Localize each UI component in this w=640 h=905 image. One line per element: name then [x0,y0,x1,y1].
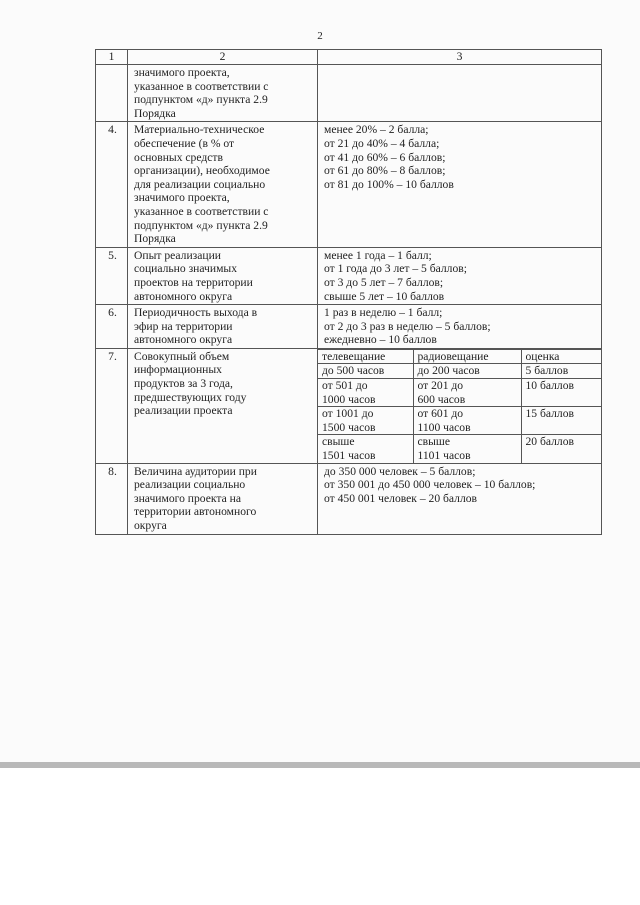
volume-header-cell: оценка [521,349,602,364]
criterion-cell [128,65,318,122]
criteria-table-body [96,50,602,535]
volume-row [318,407,602,435]
text-line: Величина аудитории при [134,464,257,478]
scores-cell [318,463,602,534]
criterion-cell [128,463,318,534]
text-line: проектов на территории [134,275,253,289]
text-line: указанное в соответствии с [134,204,269,218]
text-line: подпунктом «д» пункта 2.9 [134,218,268,232]
row-number: 4. [96,122,128,247]
score-cell: 10 баллов [521,379,602,407]
text-line: Порядка [134,232,176,246]
volume-header-cell: телевещание [318,349,413,364]
text-line: от 350 001 до 450 000 человек – 10 баллов; [324,478,536,492]
text-line: 1 раз в неделю – 1 балл; [324,306,443,320]
table-row [96,65,602,122]
text-line: Опыт реализации [134,248,221,262]
text-line: автономного округа [134,333,233,347]
volume-row [318,435,602,463]
text-line: от 601 до [417,407,464,421]
table-row [96,122,602,247]
table-row [96,247,602,304]
table-row [96,348,602,463]
criterion-cell [128,247,318,304]
text-line: реализации социально [134,478,246,492]
text-line: до 500 часов [322,364,385,378]
tv-cell [318,364,413,379]
text-line: подпунктом «д» пункта 2.9 [134,93,268,107]
row-number: 8. [96,463,128,534]
volume-header-cell: радиовещание [413,349,521,364]
table-row [96,463,602,534]
page-number: 2 [317,30,323,42]
volume-table [318,349,602,463]
text-line: 1100 часов [417,420,471,434]
text-line: 600 часов [417,392,466,406]
text-line: от 2 до 3 раз в неделю – 5 баллов; [324,319,491,333]
text-line: Порядка [134,106,176,120]
text-line: Периодичность выхода в [134,306,258,320]
text-line: ежедневно – 10 баллов [324,333,437,347]
text-line: для реализации социально [134,177,266,191]
text-line: менее 1 года – 1 балл; [324,248,432,262]
text-line: указанное в соответствии с [134,79,269,93]
scores-cell [318,122,602,247]
text-line: свыше [322,435,355,449]
text-line: до 350 000 человек – 5 баллов; [324,464,476,478]
tv-cell [318,379,413,407]
scan-edge [0,762,640,768]
radio-cell [413,435,521,463]
text-line: 1000 часов [322,392,376,406]
text-line: менее 20% – 2 балла; [324,123,429,137]
volume-row [318,364,602,379]
text-line: эфир на территории [134,319,233,333]
score-cell: 5 баллов [521,364,602,379]
text-line: территории автономного [134,505,257,519]
criterion-cell [128,305,318,349]
text-line: продуктов за 3 года, [134,377,233,391]
scores-cell [318,247,602,304]
text-line: 1501 часов [322,449,376,463]
row-number: 5. [96,247,128,304]
text-line: информационных [134,363,222,377]
score-cell: 20 баллов [521,435,602,463]
text-line: от 501 до [322,379,368,393]
text-line: значимого проекта, [134,66,230,79]
text-line: значимого проекта на [134,491,241,505]
text-line: от 1001 до [322,407,374,421]
radio-cell [413,407,521,435]
text-line: от 201 до [417,379,464,393]
text-line: Материально-техническое [134,123,265,137]
row-number: 6. [96,305,128,349]
header-cell: 3 [318,50,602,65]
table-header-row [96,50,602,65]
text-line: 1500 часов [322,420,376,434]
criteria-table [95,49,602,535]
scores-cell [318,65,602,122]
criterion-cell [128,348,318,463]
volume-header-row [318,349,602,364]
row-number [96,65,128,122]
radio-cell [413,379,521,407]
text-line: от 450 001 человек – 20 баллов [324,491,478,505]
text-line: от 81 до 100% – 10 баллов [324,177,454,191]
text-line: автономного округа [134,289,233,303]
text-line: предшествующих году [134,390,247,404]
text-line: от 41 до 60% – 6 баллов; [324,150,446,164]
radio-cell [413,364,521,379]
text-line: 1101 часов [417,449,471,463]
header-cell: 1 [96,50,128,65]
text-line: организации), необходимое [134,164,270,178]
scores-cell [318,348,602,463]
row-number: 7. [96,348,128,463]
text-line: от 61 до 80% – 8 баллов; [324,164,446,178]
score-cell: 15 баллов [521,407,602,435]
text-line: от 1 года до 3 лет – 5 баллов; [324,262,467,276]
text-line: Совокупный объем [134,349,230,363]
scores-cell [318,305,602,349]
text-line: до 200 часов [417,364,480,378]
text-line: обеспечение (в % от [134,136,235,150]
text-line: от 21 до 40% – 4 балла; [324,136,440,150]
volume-row [318,379,602,407]
tv-cell [318,435,413,463]
text-line: свыше [417,435,450,449]
text-line: округа [134,519,167,532]
text-line: основных средств [134,150,223,164]
text-line: значимого проекта, [134,191,230,205]
text-line: реализации проекта [134,404,233,418]
header-cell: 2 [128,50,318,65]
tv-cell [318,407,413,435]
text-line: социально значимых [134,262,237,276]
text-line: свыше 5 лет – 10 баллов [324,289,445,303]
text-line: от 3 до 5 лет – 7 баллов; [324,275,444,289]
table-row [96,305,602,349]
criterion-cell [128,122,318,247]
